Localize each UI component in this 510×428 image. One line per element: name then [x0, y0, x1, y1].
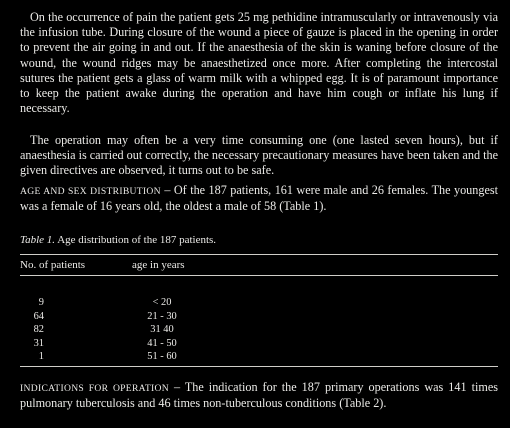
table-row: [0, 350, 510, 364]
cell-patients: 9: [38, 297, 44, 308]
cell-patients: 82: [33, 324, 44, 336]
cell-age: 41 - 50: [147, 337, 177, 349]
table-row: [0, 337, 510, 351]
section-indications: [20, 380, 498, 411]
section-text-indications: – The indication for the 187 primary operations was 141 times pulmonary tuberculosis and 46 times non-tuberculous conditions (Table 2).: [20, 380, 498, 411]
cell-age: 21 - 30: [147, 310, 177, 322]
section-age-sex-distribution: [20, 183, 498, 214]
section-heading-indications: INDICATIONS FOR OPERATION: [20, 383, 169, 394]
table-row: [0, 310, 510, 324]
table-row: [0, 296, 510, 310]
table-caption-text: Age distribution of the 187 patients.: [55, 234, 217, 246]
table-caption: [20, 234, 216, 246]
table-header-rule: [20, 275, 498, 276]
section-text-age-sex: – Of the 187 patients, 161 were male and 26 females. The youngest was a female of 16 years old, the oldest a male of 58 (Table 1).: [20, 183, 498, 214]
table-body: [0, 296, 510, 364]
cell-age: 31 40: [150, 324, 174, 336]
table-caption-label: Table 1.: [20, 234, 56, 246]
column-header-age: age in years: [132, 259, 185, 271]
cell-age: 51 - 60: [147, 351, 177, 363]
paragraph-anaesthesia-procedure: On the occurrence of pain the patient gets 25 mg pethidine intramuscularly or intravenously via the infusion tube. During closure of the wound a piece of gauze is placed in the opening in order to prevent the air going in and out. If the anaesthesia of the skin is waning before closure of the wound, the wound ridges may be anaesthetized once more. After completing the intercostal sutures the patient gets a glass of warm milk with a whipped egg. It is of paramount importance to keep the patient awake during the operation and have him cough or inflate his lung if necessary.: [20, 10, 498, 116]
table-row: [0, 323, 510, 337]
cell-patients: 64: [33, 310, 44, 322]
table-top-rule: [20, 254, 498, 255]
cell-patients: 1: [38, 351, 44, 363]
table-bottom-rule: [20, 366, 498, 367]
paragraph-operation-duration: The operation may often be a very time consuming one (one lasted seven hours), but if anaesthesia is carried out correctly, the necessary precautionary measures have been taken and the given directives are observed, it turns out to be safe.: [20, 133, 498, 178]
cell-patients: 31: [33, 337, 44, 349]
column-header-patients: No. of patients: [20, 259, 86, 271]
cell-age: < 20: [152, 297, 172, 308]
section-heading-age-sex: AGE AND SEX DISTRIBUTION: [20, 186, 161, 197]
